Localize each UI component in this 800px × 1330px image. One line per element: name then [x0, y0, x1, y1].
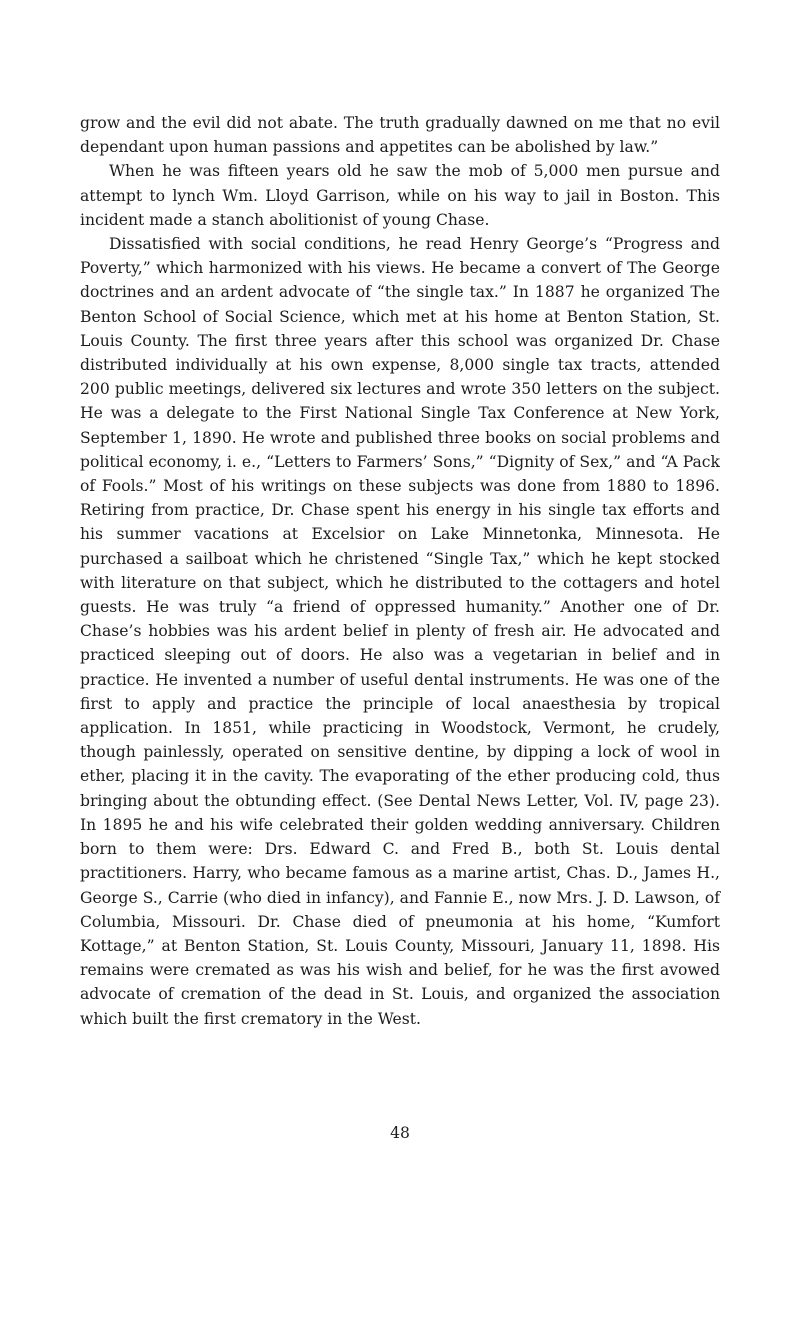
paragraph-garrison: When he was fifteen years old he saw the mob of 5,000 men pursue and attempt to lynch Wm. Lloyd Garrison, while on his way to jail in Boston. This incident made a stanch abolitionist of young Chase.	[80, 162, 720, 229]
paragraph-single-tax: Dissatisfied with social conditions, he read Henry George’s “Progress and Poverty,” which harmonized with his views. He became a convert of The George doctrines and an ardent advocate of “the single tax.” In 1887 he organized The Benton School of Social Science, which met at his home at Benton Station, St. Louis County. The first three years after this school was organized Dr. Chase distributed individually at his own expense, 8,000 single tax tracts, attended 200 public meetings, delivered six lectures and wrote 350 letters on the subject. He was a delegate to the First National Single Tax Conference at New York, September 1, 1890. He wrote and published three books on social problems and political economy, i. e., “Letters to Farmers’ Sons,” “Dignity of Sex,” and “A Pack of Fools.” Most of his writings on these subjects was done from 1880 to 1896. Retiring from practice, Dr. Chase spent his energy in his single tax efforts and his summer vacations at Excelsior on Lake Minnetonka, Minnesota. He purchased a sailboat which he christened “Single Tax,” which he kept stocked with literature on that subject, which he distributed to the cottagers and hotel guests. He was truly “a friend of oppressed humanity.” Another one of Dr. Chase’s hobbies was his ardent belief in plenty of fresh air. He advocated and practiced sleeping out of doors. He also was a vegetarian in belief and in practice. He invented a number of useful dental instruments. He was one of the first to apply and practice the principle of local anaesthesia by tropical application. In 1851, while practicing in Woodstock, Vermont, he crudely, though painlessly, operated on sensitive dentine, by dipping a lock of wool in ether, placing it in the cavity. The evaporating of the ether producing cold, thus bringing about the obtunding effect. (See Dental News Letter, Vol. IV, page 23). In 1895 he and his wife celebrated their golden wedding anniversary. Children born to them were: Drs. Edward C. and Fred B., both St. Louis dental practitioners. Harry, who became famous as a marine artist, Chas. D., James H., George S., Carrie (who died in infancy), and Fannie E., now Mrs. J. D. Lawson, of Columbia, Missouri. Dr. Chase died of pneumonia at his home, “Kumfort Kottage,” at Benton Station, St. Louis County, Missouri, January 11, 1898. His remains were cremated as was his wish and belief, for he was the first avowed advocate of cremation of the dead in St. Louis, and organized the association which built the first crematory in the West.	[80, 235, 720, 1028]
paragraph-continuation: grow and the evil did not abate. The truth gradually dawned on me that no evil dependant upon human passions and appetites can be abolished by law.”	[80, 114, 720, 157]
page-number: 48	[390, 1124, 410, 1142]
book-page	[80, 111, 720, 1031]
